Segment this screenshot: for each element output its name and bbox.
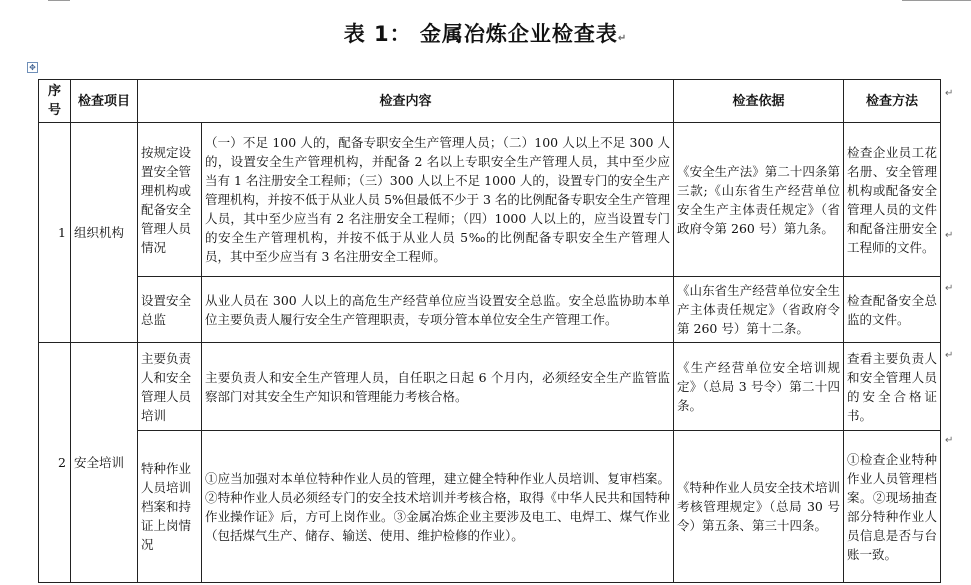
check-subitem: 按规定设置安全管理机构或配备安全管理人员情况 xyxy=(138,123,202,277)
check-content: ①应当加强对本单位特种作业人员的管理，建立健全特种作业人员培训、复审档案。②特种作业人员必须经专门的安全技术培训并考核合格，取得《中华人民共和国特种作业操作证》后，方可上岗作业。③金属冶炼企业主要涉及电工、电焊工、煤气作业（包括煤气生产、储存、输送、使用、维护检修的作业）。 xyxy=(202,431,674,583)
check-subitem: 主要负责人和安全管理人员培训 xyxy=(138,343,202,431)
row-number: 2 xyxy=(39,343,71,583)
row-number: 1 xyxy=(39,123,71,343)
check-subitem: 特种作业人员培训档案和持证上岗情况 xyxy=(138,431,202,583)
check-method: 查看主要负责人和安全管理人员的安全合格证书。 xyxy=(844,343,941,431)
check-method: ①检查企业特种作业人员管理档案。②现场抽查部分特种作业人员信息是否与台账一致。 xyxy=(844,431,941,583)
header-content: 检查内容 xyxy=(138,80,674,123)
table-move-handle-icon[interactable]: ✥ xyxy=(27,62,38,73)
check-method: 检查企业员工花名册、安全管理机构或配备安全管理人员的文件和配备注册安全工程师的文件。 xyxy=(844,123,941,277)
header-basis: 检查依据 xyxy=(674,80,844,123)
check-content: 从业人员在 300 人以上的高危生产经营单位应当设置安全总监。安全总监协助本单位主要负责人履行安全生产管理职责，专项分管本单位安全生产管理工作。 xyxy=(202,277,674,343)
row-end-mark-icon: ↵ xyxy=(945,283,954,294)
check-content: 主要负责人和安全生产管理人员，自任职之日起 6 个月内，必须经安全生产监管监察部门对其安全生产知识和管理能力考核合格。 xyxy=(202,343,674,431)
table-row xyxy=(39,123,941,277)
row-end-mark-icon: ↵ xyxy=(945,350,954,361)
check-basis: 《山东省生产经营单位安全生产主体责任规定》（省政府令第 260 号）第十二条。 xyxy=(674,277,844,343)
check-item: 组织机构 xyxy=(71,123,138,343)
header-item: 检查项目 xyxy=(71,80,138,123)
table-header-row xyxy=(39,80,941,123)
check-subitem: 设置安全总监 xyxy=(138,277,202,343)
top-rule-right xyxy=(902,0,971,1)
check-basis: 《生产经营单位安全培训规定》（总局 3 号令）第二十四条。 xyxy=(674,343,844,431)
page-title: 表 1： 金属冶炼企业检查表↵ xyxy=(343,22,628,46)
check-basis: 《安全生产法》第二十四条第三款;《山东省生产经营单位安全生产主体责任规定》（省政府令第 260 号）第九条。 xyxy=(674,123,844,277)
header-no: 序号 xyxy=(39,80,71,123)
table-row xyxy=(39,343,941,431)
row-end-mark-icon: ↵ xyxy=(945,88,954,99)
header-method: 检查方法 xyxy=(844,80,941,123)
table-row xyxy=(39,277,941,343)
check-method: 检查配备安全总监的文件。 xyxy=(844,277,941,343)
check-item: 安全培训 xyxy=(71,343,138,583)
row-end-mark-icon: ↵ xyxy=(945,435,954,446)
check-content: （一）不足 100 人的，配备专职安全生产管理人员；（二）100 人以上不足 300 人的，设置安全生产管理机构，并配备 2 名以上专职安全生产管理人员，其中至少应当有 1 名注册安全工程师；（三）300 人以上不足 1000 人的，设置专门的安全生产管理机构，并按不低于从业人员 5%但最低不少于 3 名的比例配备专职安全生产管理人员，其中至少应当有 2 名注册安全工程师；（四）1000 人以上的，应当设置专门的安全生产管理机构，并按不低于从业人员 5‰的比例配备专职安全生产管理人员，其中至少应当有 3 名注册安全工程师。 xyxy=(202,123,674,277)
top-rule-left xyxy=(48,0,70,1)
row-end-mark-icon: ↵ xyxy=(945,230,954,241)
check-basis: 《特种作业人员安全技术培训考核管理规定》（总局 30 号令）第五条、第三十四条。 xyxy=(674,431,844,583)
table-row xyxy=(39,431,941,583)
inspection-table xyxy=(38,79,941,583)
